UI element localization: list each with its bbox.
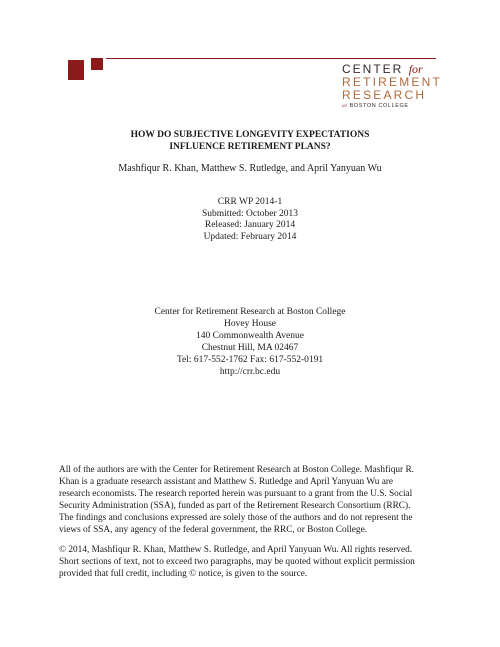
- address-org: Center for Retirement Research at Boston College: [154, 307, 346, 317]
- paragraph-line: research economists. The research reported herein was pursuant to a grant from the U.S. Social: [59, 489, 413, 499]
- center-address: [0, 306, 500, 378]
- working-paper-info: [0, 197, 500, 243]
- paper-authors: Mashfiqur R. Khan, Matthew S. Rutledge, and April Yanyuan Wu: [118, 163, 382, 174]
- address-city: Chestnut Hill, MA 02467: [201, 343, 299, 353]
- logo-square-large: [68, 60, 84, 80]
- paper-number: CRR WP 2014-1: [217, 197, 283, 207]
- address-street: 140 Commonwealth Avenue: [195, 331, 304, 341]
- paper-title: [0, 129, 500, 153]
- author-disclosure-paragraph: [59, 464, 449, 536]
- title-line: HOW DO SUBJECTIVE LONGEVITY EXPECTATIONS: [130, 130, 370, 140]
- address-building: Hovey House: [224, 319, 276, 329]
- submitted-date: Submitted: October 2013: [201, 208, 299, 219]
- logo-retirement-text: RETIREMENT: [342, 75, 442, 89]
- paragraph-line: Short sections of text, not to exceed two paragraphs, may be quoted without explicit permission: [59, 557, 415, 567]
- title-line: INFLUENCE RETIREMENT PLANS?: [169, 142, 331, 152]
- logo-square-small: [91, 58, 103, 70]
- paragraph-line: Security Administration (SSA), funded as part of the Retirement Research Consortium (RRC).: [59, 501, 411, 511]
- paragraph-line: © 2014, Mashfiqur R. Khan, Matthew S. Rutledge, and April Yanyuan Wu. All rights reserved.: [59, 545, 413, 555]
- paragraph-line: provided that full credit, including © notice, is given to the source.: [59, 569, 308, 579]
- header-rule: [106, 58, 436, 59]
- paragraph-line: All of the authors are with the Center for Retirement Research at Boston College. Mashfiqur R.: [59, 465, 414, 475]
- paragraph-line: The findings and conclusions expressed are solely those of the authors and do not represent the: [59, 513, 413, 523]
- released-date: Released: January 2014: [204, 220, 296, 230]
- paragraph-line: views of SSA, any agency of the federal government, the RRC, or Boston College.: [59, 525, 368, 535]
- logo-boston-college-text: BOSTON COLLEGE: [349, 103, 409, 109]
- logo-center-text: CENTER: [342, 62, 404, 76]
- logo-line-boston: [342, 102, 434, 111]
- copyright-paragraph: [59, 544, 449, 580]
- address-website: http://crr.bc.edu: [219, 367, 281, 377]
- paragraph-line: Khan is a graduate research assistant and Matthew S. Rutledge and April Yanyuan Wu are: [59, 477, 394, 487]
- logo-line-center: [342, 62, 434, 76]
- crr-logo: [342, 62, 442, 111]
- address-phone-fax: Tel: 617-552-1762 Fax: 617-552-0191: [176, 355, 324, 365]
- updated-date: Updated: February 2014: [203, 231, 297, 242]
- logo-at-text: at: [342, 103, 348, 109]
- logo-for-text: for: [408, 62, 423, 76]
- logo-research-text: RESEARCH: [342, 88, 427, 102]
